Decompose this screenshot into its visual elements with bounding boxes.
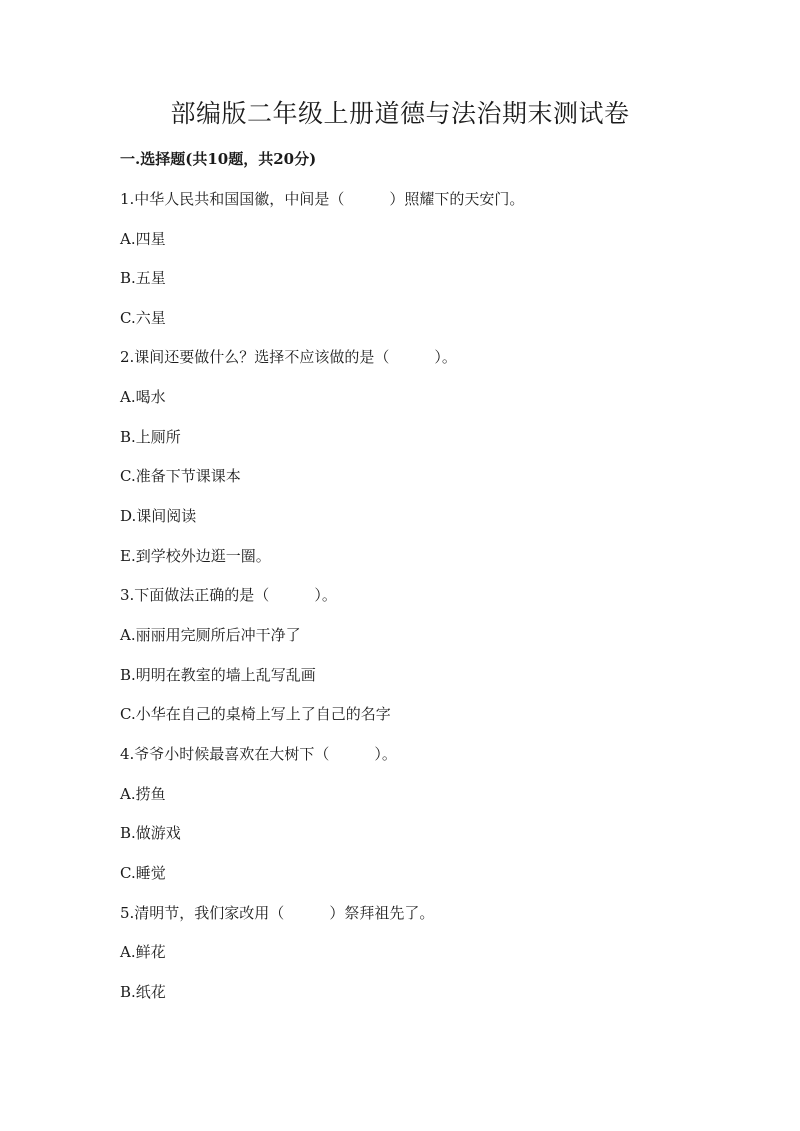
question-5-stem: 5.清明节，我们家改用（ ）祭拜祖先了。 xyxy=(120,904,435,922)
question-4-option-b: B.做游戏 xyxy=(120,824,181,842)
question-5-option-a: A.鲜花 xyxy=(120,943,166,961)
question-1-option-a: A.四星 xyxy=(120,230,166,248)
question-3-option-c: C.小华在自己的桌椅上写上了自己的名字 xyxy=(120,705,391,723)
section-heading: 一.选择题(共10题，共20分) xyxy=(120,150,317,168)
question-2-option-e: E.到学校外边逛一圈。 xyxy=(120,547,271,565)
question-2-option-b: B.上厕所 xyxy=(120,428,181,446)
question-4-option-c: C.睡觉 xyxy=(120,864,166,882)
question-3-stem: 3.下面做法正确的是（ ）。 xyxy=(120,586,337,604)
question-3-option-a: A.丽丽用完厕所后冲干净了 xyxy=(120,626,301,644)
question-1-stem: 1.中华人民共和国国徽，中间是（ ）照耀下的天安门。 xyxy=(120,190,525,208)
question-1-option-b: B.五星 xyxy=(120,269,166,287)
question-3-option-b: B.明明在教室的墙上乱写乱画 xyxy=(120,666,316,684)
question-2-option-c: C.准备下节课课本 xyxy=(120,467,241,485)
question-5-option-b: B.纸花 xyxy=(120,983,166,1001)
question-2-stem: 2.课间还要做什么？选择不应该做的是（ ）。 xyxy=(120,348,457,366)
question-2-option-d: D.课间阅读 xyxy=(120,507,197,525)
page-title: 部编版二年级上册道德与法治期末测试卷 xyxy=(170,99,630,128)
question-4-stem: 4.爷爷小时候最喜欢在大树下（ ）。 xyxy=(120,745,397,763)
question-4-option-a: A.捞鱼 xyxy=(120,785,166,803)
question-1-option-c: C.六星 xyxy=(120,309,166,327)
question-2-option-a: A.喝水 xyxy=(120,388,166,406)
